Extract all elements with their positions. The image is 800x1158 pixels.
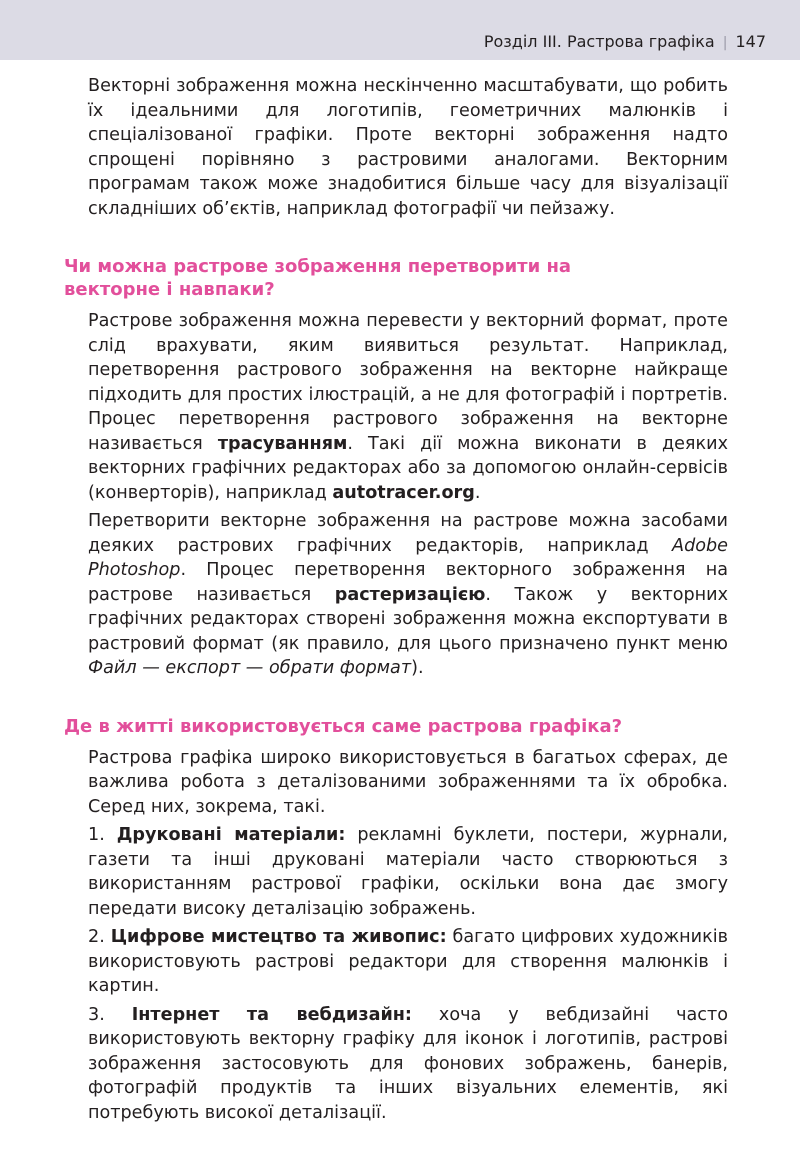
header-section-title: Розділ III. Растрова графіка [483, 32, 715, 51]
text-run: . Такі дії можна виконати в деяких векторних графічних редакторах або за допомогою онлайн-сервісів (конверторів), наприклад [88, 433, 728, 503]
page-number: 147 [735, 32, 766, 51]
list-item-text: рекламні буклети, постери, журнали, газети та інші друковані матеріали часто створюються з використанням растрової графіки, оскільки вона дає змогу передати високу деталізацію зображень. [88, 825, 728, 919]
list-item-title: Друковані матеріали: [116, 825, 346, 845]
page-content [64, 74, 728, 1125]
site-name: autotracer.org [332, 482, 475, 503]
intro-paragraph: Векторні зображення можна нескінченно масштабувати, що робить їх ідеальними для логотипів, геометричних малюнків і спеціалізованої графіки. Проте векторні зображення надто спрощені порівняно з растровими аналогами. Векторним програмам також може знадобитися більше часу для візуалізації складніших об’єктів, наприклад фотографії чи пейзажу. [88, 76, 728, 219]
list-item-title: Інтернет та вебдизайн: [131, 1004, 412, 1025]
paragraph-rasterization [64, 509, 728, 681]
term-rasterization: растеризацією [334, 584, 486, 605]
section-heading-conversion: Чи можна растрове зображення перетворити на векторне і навпаки? [64, 256, 572, 300]
section-heading-usage: Де в житті використовується саме растрова графіка? [64, 715, 623, 737]
text-run: Перетворити векторне зображення на растрове можна засобами деяких растрових графічних редакторів, наприклад [88, 511, 728, 556]
header-separator: | [722, 35, 728, 51]
list-item [64, 1003, 728, 1126]
list-item-number: 3. [88, 1004, 132, 1025]
list-item [64, 823, 728, 921]
list-item-text: хоча у вебдизайні часто використовують векторну графіку для іконок і логотипів, растрові зображення застосовують для фонових зображень, банерів, фотографій продуктів та інших візуальних елементів, які потребують високої деталізації. [88, 1004, 728, 1123]
list-item [64, 925, 728, 999]
usage-intro-paragraph: Растрова графіка широко використовується в багатьох сферах, де важлива робота з деталізованими зображеннями та їх обробка. Серед них, зокрема, такі. [88, 747, 728, 817]
paragraph-tracing [64, 309, 728, 505]
text-run: . Процес перетворення векторного зображення на растрове називається [88, 560, 728, 605]
text-run: . [474, 482, 481, 503]
list-item-number: 1. [88, 825, 117, 845]
text-run: . Також у векторних графічних редакторах створені зображення можна експортувати в растровий формат (як правило, для цього призначено пункт меню [88, 584, 729, 654]
list-item-text: багато цифрових художників використовують растрові редактори для створення малюнків і картин. [88, 927, 728, 996]
menu-path: Файл — експорт — обрати формат [88, 658, 412, 678]
term-tracing: трасуванням [217, 433, 348, 454]
list-item-number: 2. [88, 927, 111, 947]
header-running-title [484, 32, 766, 51]
text-run: Растрове зображення можна перевести у векторний формат, проте слід врахувати, яким виявиться результат. Наприклад, перетворення растрового зображення на векторне найкраще підходить для простих ілюстрацій, а не для фотографій і портретів. Процес перетворення растрового зображення на векторне називається [88, 311, 728, 454]
app-name: Adobe Photoshop [88, 535, 728, 580]
page-header [0, 0, 800, 60]
text-run: ). [411, 658, 424, 678]
list-item-title: Цифрове мистецтво та живопис: [110, 927, 447, 947]
